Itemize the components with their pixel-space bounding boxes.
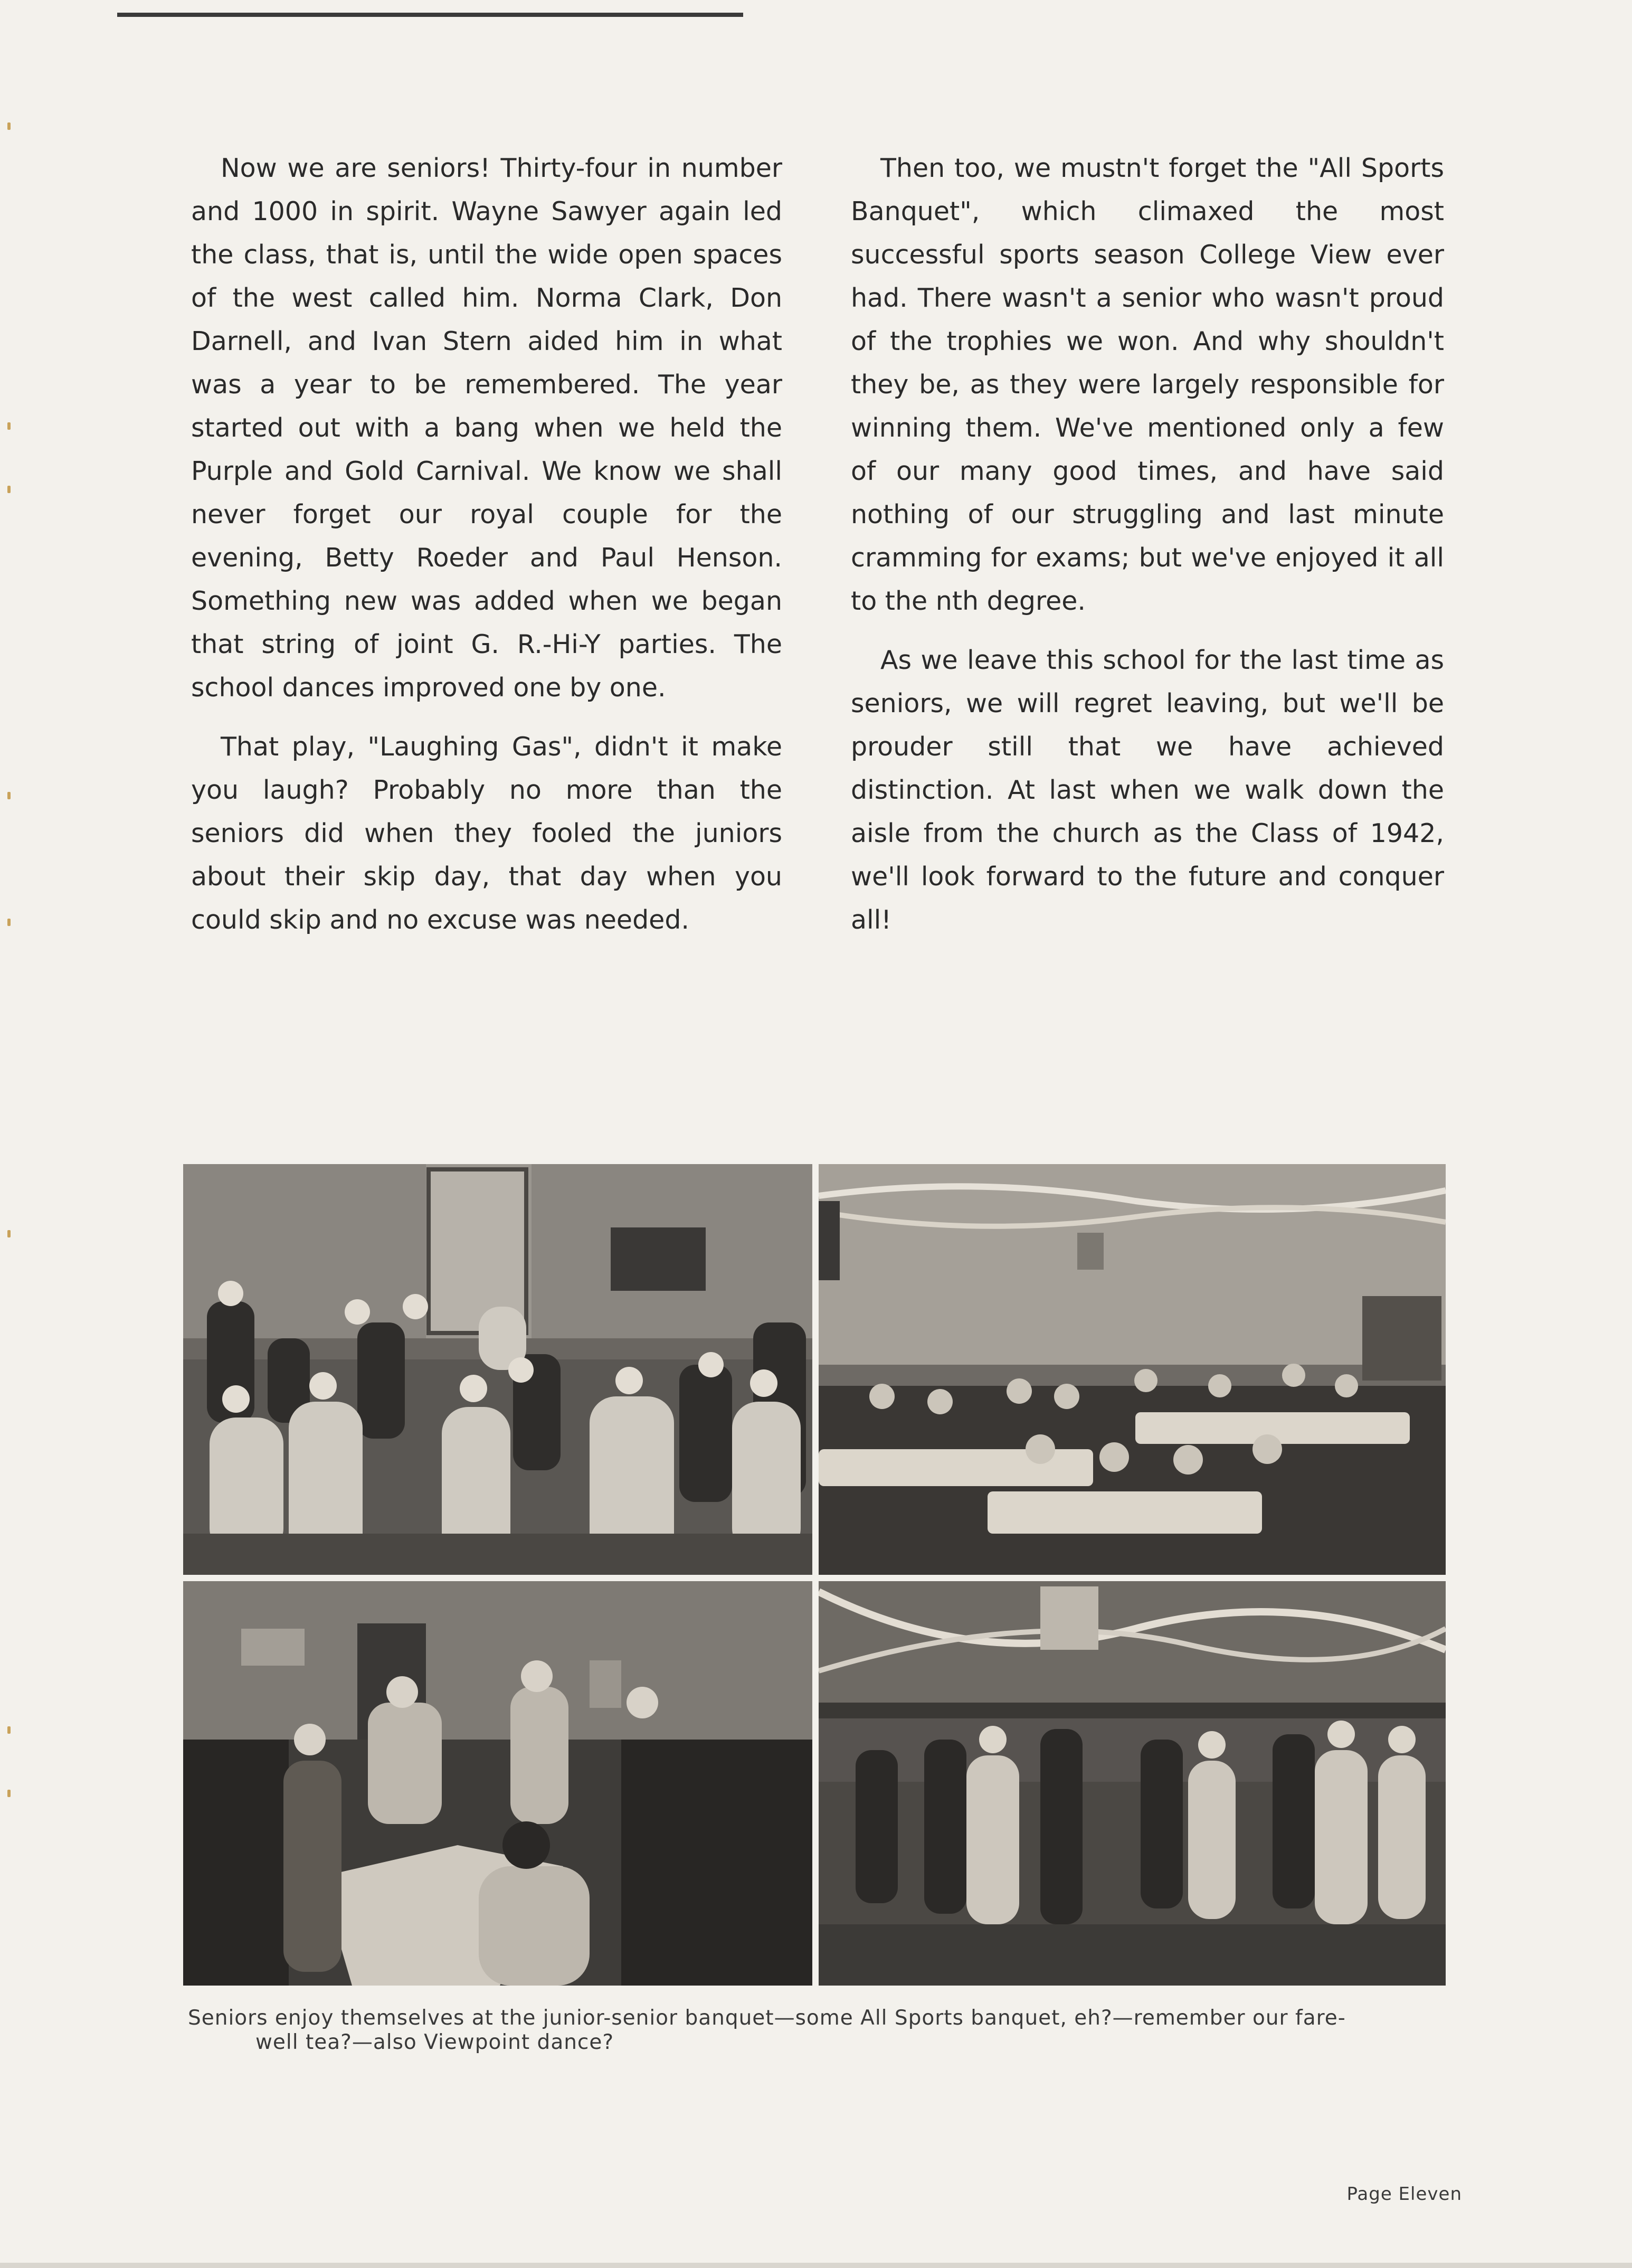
photo-all-sports-banquet bbox=[819, 1164, 1446, 1575]
photo-caption bbox=[188, 2006, 1444, 2055]
photo-farewell-tea bbox=[183, 1581, 812, 1986]
page-number: Page Eleven bbox=[1346, 2184, 1462, 2205]
paragraph: Now we are seniors! Thirty-four in number and 1000 in spirit. Wayne Sawyer again led the class, that is, until the wide open spaces of the west called him. Norma Clark, Don Darnell, and Ivan Stern aided him in what was a year to be remembered. The year started out with a bang when we held the Purple and Gold Carnival. We know we shall never forget our royal couple for the evening, Betty Roeder and Paul Henson. Something new was added when we began that string of joint G. R.-Hi-Y parties. The school dances improved one by one. bbox=[191, 153, 782, 703]
top-rule bbox=[117, 13, 743, 17]
spine-mark bbox=[7, 792, 11, 799]
paragraph: As we leave this school for the last time as seniors, we will regret leaving, but we'll be prouder still that we have achieved distinction. At last when we walk down the aisle from the church as the Class of 1942, we'll look forward to the future and conquer all! bbox=[851, 645, 1444, 935]
left-text-column bbox=[191, 147, 782, 958]
spine-mark bbox=[7, 1726, 11, 1734]
bottom-rule bbox=[0, 2263, 1632, 2268]
paragraph: Then too, we mustn't forget the "All Sports Banquet", which climaxed the most successful sports season College View ever had. There wasn't a senior who wasn't proud of the trophies we won. And why shouldn't they be, as they were largely responsible for winning them. We've mentioned only a few of our many good times, and have said nothing of our struggling and last minute cramming for exams; but we've enjoyed it all to the nth degree. bbox=[851, 153, 1444, 616]
spine-mark bbox=[7, 1790, 11, 1797]
spine-mark bbox=[7, 486, 11, 493]
photo-viewpoint-dance bbox=[819, 1581, 1446, 1986]
photo-grid bbox=[183, 1164, 1446, 1986]
caption-line-1: Seniors enjoy themselves at the junior-senior banquet—some All Sports banquet, eh?—remember our fare- bbox=[188, 2006, 1346, 2030]
spine-mark bbox=[7, 919, 11, 926]
photo-seniors-seated bbox=[183, 1164, 812, 1575]
right-text-column bbox=[851, 147, 1444, 958]
paragraph: That play, "Laughing Gas", didn't it make you laugh? Probably no more than the seniors did when they fooled the juniors about their skip day, that day when you could skip and no excuse was needed. bbox=[191, 732, 782, 935]
spine-mark bbox=[7, 1230, 11, 1237]
spine-mark bbox=[7, 422, 11, 430]
caption-line-2: well tea?—also Viewpoint dance? bbox=[255, 2030, 614, 2054]
spine-mark bbox=[7, 122, 11, 130]
